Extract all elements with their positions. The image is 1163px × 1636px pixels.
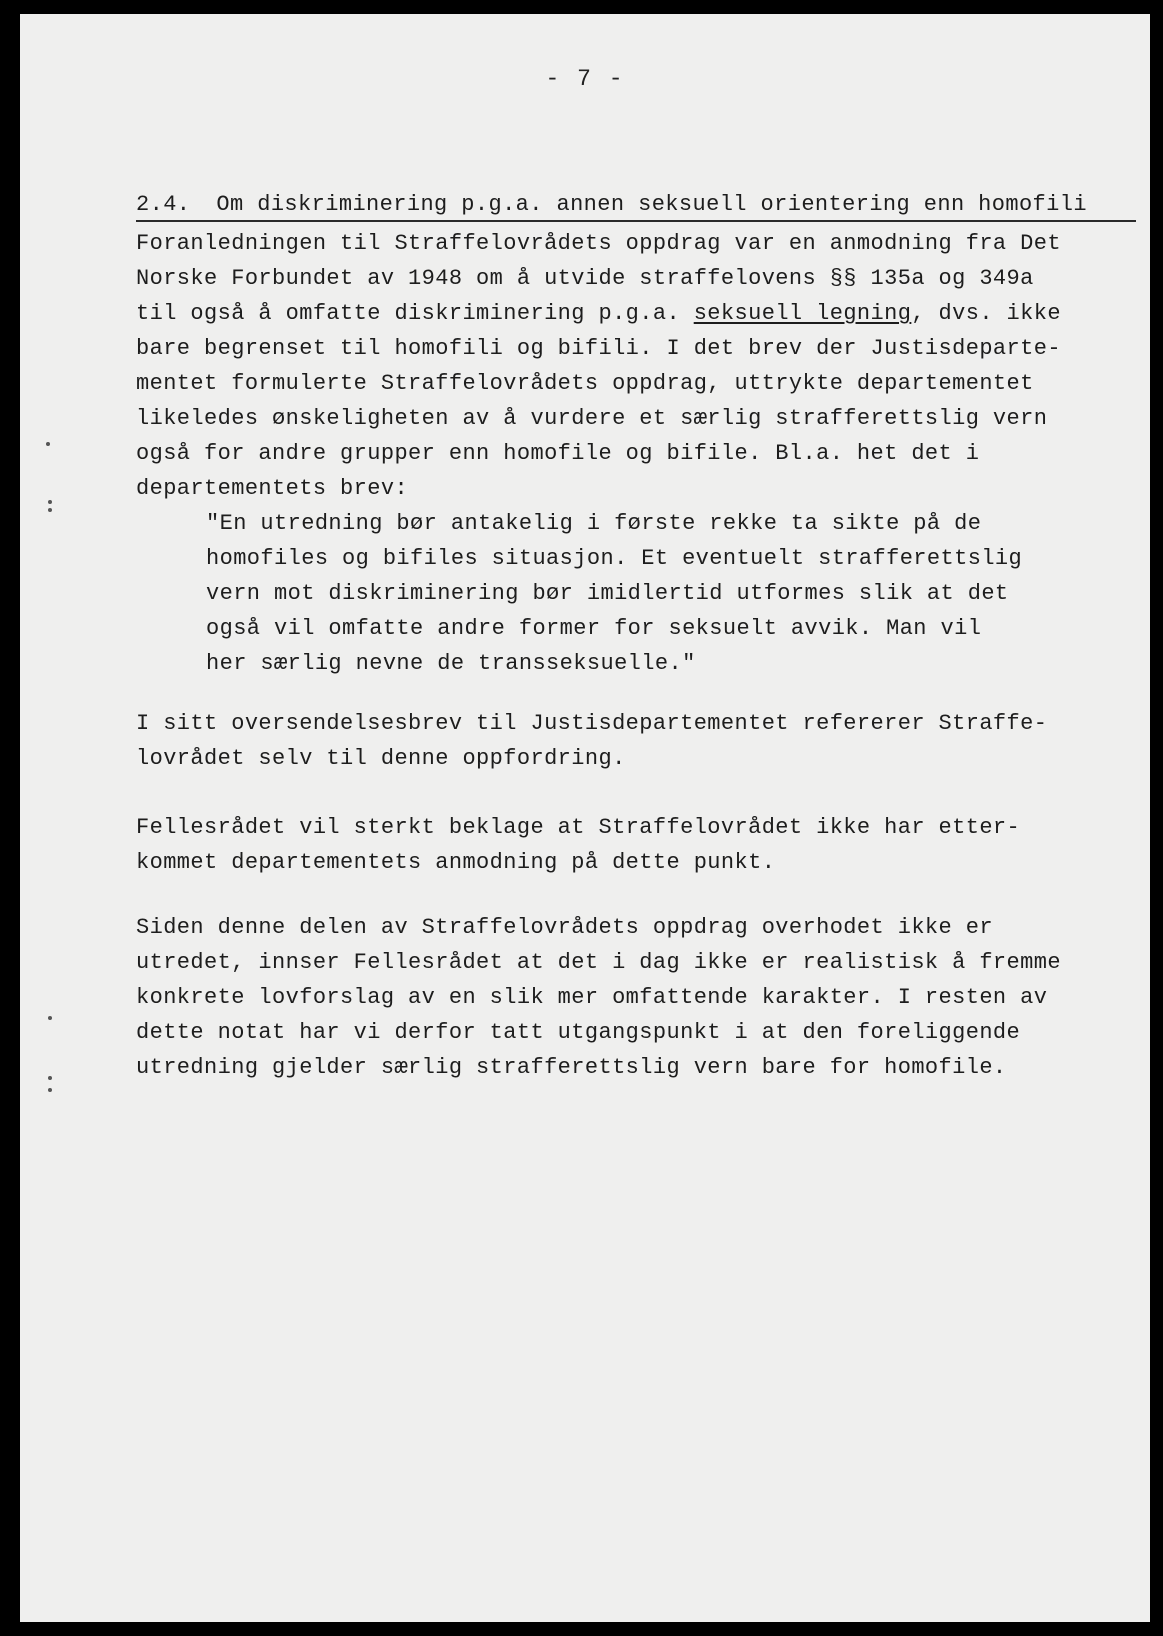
- text-line: kommet departementets anmodning på dette punkt.: [136, 850, 776, 875]
- text-line: lovrådet selv til denne oppfordring.: [136, 746, 626, 771]
- paragraph-4: [136, 910, 1136, 1085]
- text-line: dette notat har vi derfor tatt utgangspunkt i at den foreliggende: [136, 1020, 1021, 1045]
- text-line: utredet, innser Fellesrådet at det i dag ikke er realistisk å fremme: [136, 950, 1061, 975]
- block-quote: [206, 506, 1106, 681]
- text-line: [136, 296, 1136, 331]
- text-line: Siden denne delen av Straffelovrådets oppdrag overhodet ikke er: [136, 915, 993, 940]
- scan-speck: [48, 1076, 52, 1080]
- scan-speck: [46, 442, 50, 446]
- underlined-term: seksuell legning: [693, 301, 912, 326]
- text-line: også for andre grupper enn homofile og bifile. Bl.a. het det i: [136, 441, 980, 466]
- paragraph-2: [136, 706, 1136, 776]
- quote-line: vern mot diskriminering bør imidlertid utformes slik at det: [206, 581, 1009, 606]
- quote-line: "En utredning bør antakelig i første rekke ta sikte på de: [206, 511, 982, 536]
- quote-line: her særlig nevne de transseksuelle.": [206, 651, 696, 676]
- quote-line: homofiles og bifiles situasjon. Et eventuelt strafferettslig: [206, 546, 1023, 571]
- scan-speck: [48, 508, 52, 512]
- text-segment: til også å omfatte diskriminering p.g.a.: [136, 301, 681, 326]
- paragraph-3: [136, 810, 1136, 880]
- quote-line: også vil omfatte andre former for seksuelt avvik. Man vil: [206, 616, 982, 641]
- section-heading: [136, 190, 1136, 222]
- scan-speck: [48, 1016, 52, 1020]
- text-line: likeledes ønskeligheten av å vurdere et særlig strafferettslig vern: [136, 406, 1048, 431]
- text-line: Norske Forbundet av 1948 om å utvide straffelovens §§ 135a og 349a: [136, 266, 1034, 291]
- scan-speck: [48, 500, 52, 504]
- text-line: Foranledningen til Straffelovrådets oppdrag var en anmodning fra Det: [136, 231, 1061, 256]
- text-line: utredning gjelder særlig strafferettslig vern bare for homofile.: [136, 1055, 1007, 1080]
- text-segment: , dvs. ikke: [911, 301, 1061, 326]
- scan-speck: [48, 1088, 52, 1092]
- page-number: - 7 -: [545, 66, 625, 92]
- text-line: bare begrenset til homofili og bifili. I det brev der Justisdeparte-: [136, 336, 1061, 361]
- paragraph-1: [136, 226, 1136, 506]
- text-line: konkrete lovforslag av en slik mer omfattende karakter. I resten av: [136, 985, 1048, 1010]
- section-number: 2.4.: [136, 192, 191, 217]
- text-line: mentet formulerte Straffelovrådets oppdrag, uttrykte departementet: [136, 371, 1034, 396]
- text-line: I sitt oversendelsesbrev til Justisdepartementet refererer Straffe-: [136, 711, 1048, 736]
- text-line: departementets brev:: [136, 476, 409, 501]
- section-title: Om diskriminering p.g.a. annen seksuell orientering enn homofili: [216, 192, 1087, 217]
- text-line: Fellesrådet vil sterkt beklage at Straffelovrådet ikke har etter-: [136, 815, 1021, 840]
- document-page: [20, 14, 1150, 1622]
